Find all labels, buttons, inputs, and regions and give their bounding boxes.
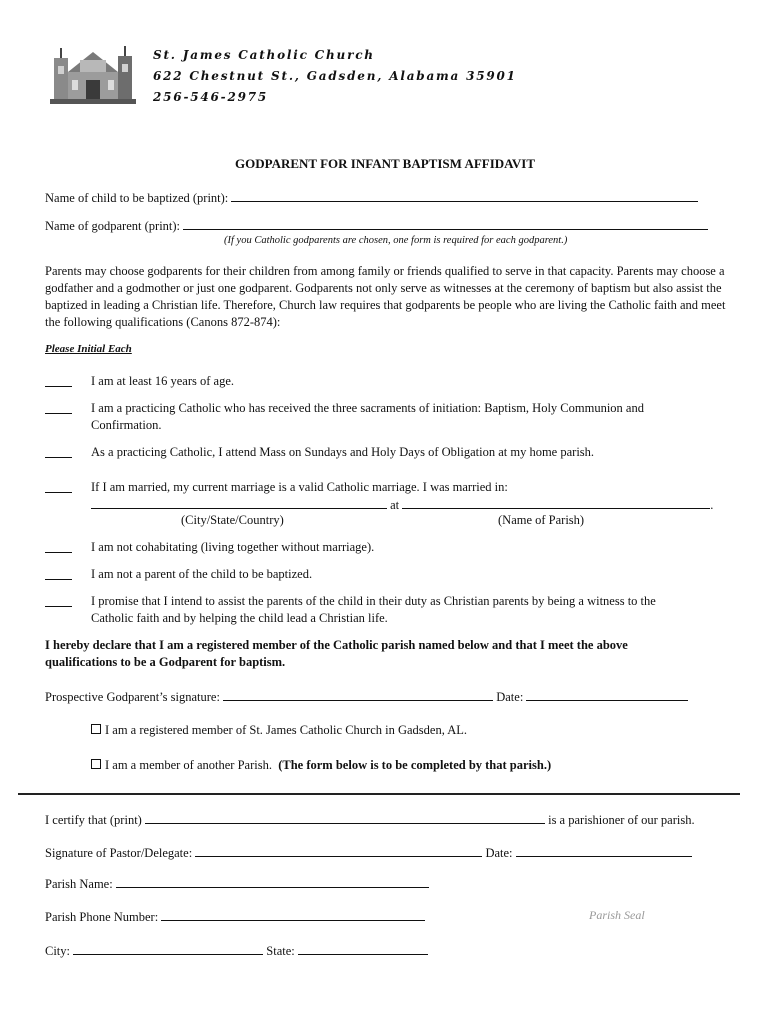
pastor-blank[interactable] — [195, 844, 482, 857]
signature-date-blank[interactable] — [526, 688, 688, 701]
qualification-5: I am not cohabitating (living together without marriage). — [91, 540, 375, 554]
registered-member-option[interactable] — [91, 723, 467, 738]
certify-blank[interactable] — [145, 811, 545, 824]
signature-date-label: Date: — [496, 690, 524, 704]
marriage-parish-blank[interactable] — [402, 496, 710, 509]
certify-label: I certify that (print) — [45, 813, 142, 827]
child-name-blank[interactable] — [231, 189, 698, 202]
page-title: GODPARENT FOR INFANT BAPTISM AFFIDAVIT — [235, 156, 535, 171]
church-name: St. James Catholic Church — [153, 48, 375, 62]
other-parish-label: I am a member of another Parish. — [105, 758, 272, 772]
other-parish-instruction: (The form below is to be completed by that parish.) — [278, 758, 552, 772]
parish-phone-field[interactable] — [45, 908, 425, 925]
initial-blank-1[interactable] — [45, 374, 72, 391]
child-name-field[interactable] — [45, 189, 698, 206]
pastor-date-blank[interactable] — [516, 844, 692, 857]
marriage-at-label: at — [390, 498, 400, 512]
marriage-location-line[interactable]: at . — [91, 496, 713, 513]
initial-blank-7[interactable] — [45, 594, 72, 611]
godparent-note: (If you Catholic godparents are chosen, one form is required for each godparent.) — [224, 235, 568, 246]
parish-name-label: Parish Name: — [45, 877, 113, 891]
registered-member-label: I am a registered member of St. James Catholic Church in Gadsden, AL. — [105, 723, 468, 737]
initial-blank-2[interactable] — [45, 401, 72, 418]
church-address: 622 Chestnut St., Gadsden, Alabama 35901 — [153, 69, 517, 83]
certify-suffix: is a parishioner of our parish. — [548, 813, 695, 827]
qualification-4: If I am married, my current marriage is a valid Catholic marriage. I was married in: — [91, 480, 508, 494]
qualification-7a: I promise that I intend to assist the parents of the child in their duty as Christian parents by being a witness to the — [91, 594, 656, 608]
church-logo — [50, 44, 136, 104]
state-label: State: — [266, 944, 295, 958]
godparent-name-blank[interactable] — [183, 217, 708, 230]
other-parish-checkbox[interactable] — [91, 759, 101, 769]
registered-member-checkbox[interactable] — [91, 724, 101, 734]
initial-heading: Please Initial Each — [45, 343, 132, 355]
intro-paragraph: Parents may choose godparents for their children from among family or friends qualified to serve in that capacity. Parents may choose a godfather and a godmother or just one godparent. Godparents not only serve as witnesses at the ceremony of baptism but also assist the baptized in leading a Christian life. Therefore, Church law requires that godparents be people who are living the Catholic faith and meet the following qualifications (Canons 872-874): — [45, 264, 726, 329]
parish-name-field[interactable] — [45, 875, 429, 892]
pastor-label: Signature of Pastor/Delegate: — [45, 846, 193, 860]
section-divider — [18, 793, 740, 795]
qualification-2b: Confirmation. — [91, 418, 162, 432]
certify-field[interactable] — [45, 811, 695, 828]
qualification-1: I am at least 16 years of age. — [91, 374, 234, 388]
qualification-6: I am not a parent of the child to be baptized. — [91, 567, 313, 581]
declaration-line-2: qualifications to be a Godparent for baptism. — [45, 655, 286, 669]
state-blank[interactable] — [298, 942, 428, 955]
qualification-3: As a practicing Catholic, I attend Mass on Sundays and Holy Days of Obligation at my home parish. — [91, 445, 595, 459]
parish-phone-blank[interactable] — [161, 908, 425, 921]
pastor-signature-field[interactable] — [45, 844, 692, 861]
godparent-name-field[interactable] — [45, 217, 708, 234]
signature-blank[interactable] — [223, 688, 493, 701]
initial-blank-6[interactable] — [45, 567, 72, 584]
church-phone: 256-546-2975 — [153, 90, 269, 104]
marriage-city-blank[interactable] — [91, 496, 387, 509]
signature-label: Prospective Godparent’s signature: — [45, 690, 220, 704]
initial-blank-5[interactable] — [45, 540, 72, 557]
godparent-signature-field[interactable] — [45, 688, 688, 705]
child-name-label: Name of child to be baptized (print): — [45, 191, 229, 205]
city-label: City: — [45, 944, 71, 958]
parish-phone-label: Parish Phone Number: — [45, 910, 159, 924]
other-parish-option[interactable] — [91, 758, 551, 773]
qualification-7b: Catholic faith and by helping the child lead a Christian life. — [91, 611, 388, 625]
pastor-date-label: Date: — [485, 846, 513, 860]
parish-name-blank[interactable] — [116, 875, 429, 888]
city-blank[interactable] — [73, 942, 263, 955]
marriage-city-caption: (City/State/Country) — [181, 513, 284, 527]
parish-seal-label: Parish Seal — [589, 908, 645, 922]
marriage-parish-caption: (Name of Parish) — [498, 513, 585, 527]
declaration-line-1: I hereby declare that I am a registered member of the Catholic parish named below and that I meet the above — [45, 638, 628, 652]
godparent-name-label: Name of godparent (print): — [45, 219, 181, 233]
initial-blank-4[interactable] — [45, 480, 72, 497]
city-state-field[interactable] — [45, 942, 428, 959]
qualification-2a: I am a practicing Catholic who has received the three sacraments of initiation: Baptism, Holy Communion and — [91, 401, 644, 415]
initial-blank-3[interactable] — [45, 445, 72, 462]
